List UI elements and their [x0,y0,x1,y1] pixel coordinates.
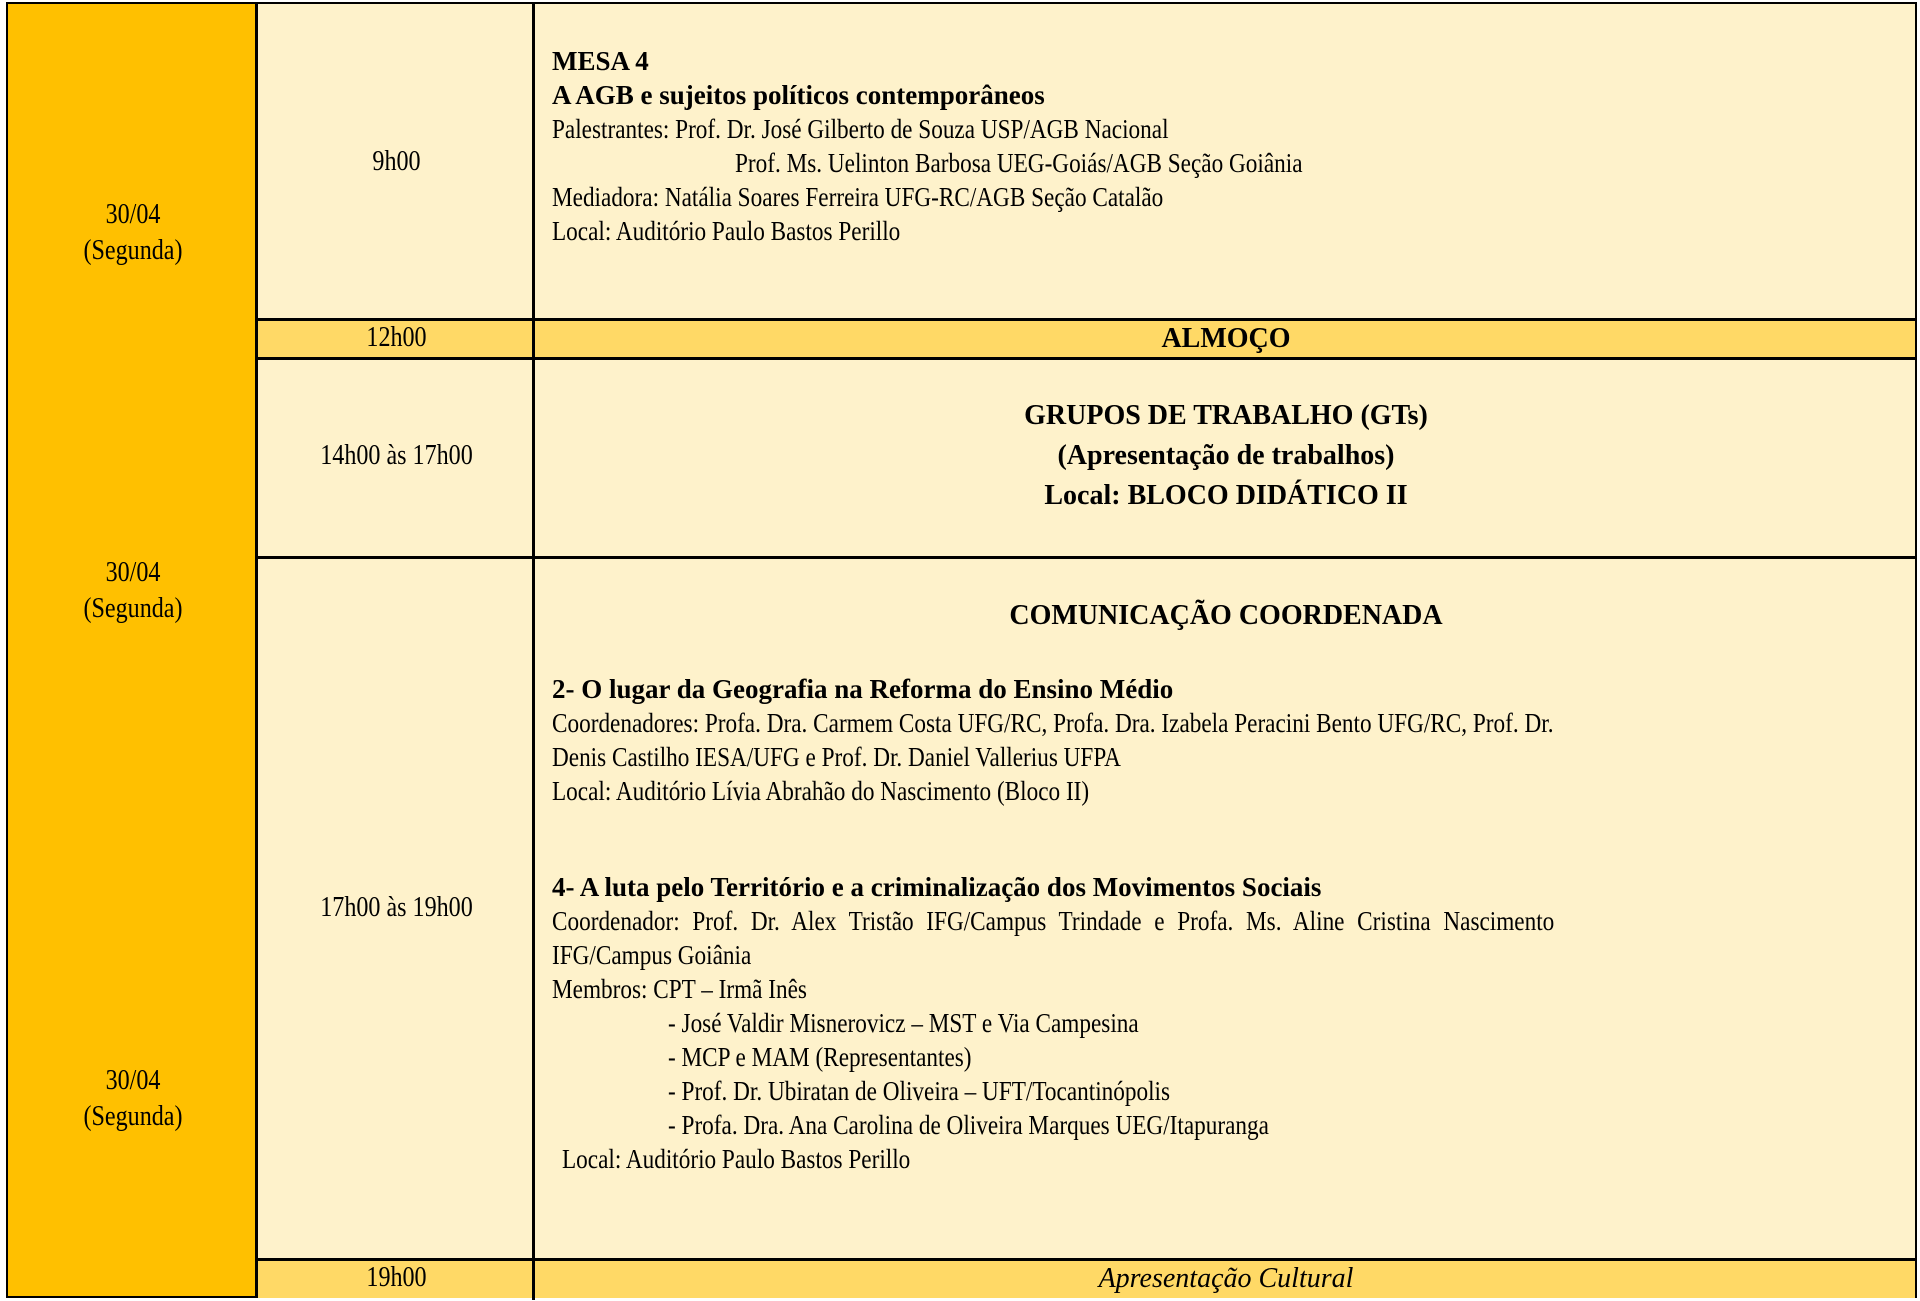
weekday-text: (Segunda) [83,235,183,266]
item4-member: - Prof. Dr. Ubiratan de Oliveira – UFT/Tocantinópolis [668,1076,1171,1106]
item4-member: - MCP e MAM (Representantes) [668,1042,972,1072]
time-gts: 14h00 às 17h00 [320,440,473,471]
date-column [8,4,258,1296]
item4-coordinator-1: Coordenador: Prof. Dr. Alex Tristão IFG/Campus Trindade e Profa. Ms. Aline Cristina Nascimento [552,906,1555,936]
cultural-label: Apresentação Cultural [1098,1263,1354,1294]
date-label-3 [26,1063,241,1135]
gts-line-2: (Apresentação de trabalhos) [1057,440,1395,471]
date-text: 30/04 [105,557,161,588]
date-text: 30/04 [105,1065,161,1096]
time-comunicacao: 17h00 às 19h00 [320,892,473,923]
lunch-label: ALMOÇO [1161,323,1291,354]
item2-title: 2- O lugar da Geografia na Reforma do Ensino Médio [552,674,1174,704]
gts-line-1: GRUPOS DE TRABALHO (GTs) [1024,400,1428,431]
mesa4-local: Local: Auditório Paulo Bastos Perillo [552,216,901,246]
time-lunch: 12h00 [366,322,427,353]
comunicacao-item-4 [552,870,1902,1176]
mesa4-subtitle: A AGB e sujeitos políticos contemporâneos [552,80,1045,110]
item4-member: - José Valdir Misnerovicz – MST e Via Campesina [668,1008,1139,1038]
time-mesa4: 9h00 [372,146,421,177]
weekday-text: (Segunda) [83,593,183,624]
mesa4-mediator: Mediadora: Natália Soares Ferreira UFG-RC/AGB Seção Catalão [552,182,1164,212]
mesa4-speakers-2: Prof. Ms. Uelinton Barbosa UEG-Goiás/AGB Seção Goiânia [735,148,1303,178]
mesa4-title: MESA 4 [552,46,649,76]
date-label-2 [26,555,241,627]
item2-coordinators-1: Coordenadores: Profa. Dra. Carmem Costa UFG/RC, Profa. Dra. Izabela Peracini Bento UFG/RC, Prof. Dr. [552,708,1554,738]
comunicacao-item-2 [552,672,1902,808]
date-text: 30/04 [105,199,161,230]
weekday-text: (Segunda) [83,1101,183,1132]
item2-coordinators-2: Denis Castilho IESA/UFG e Prof. Dr. Daniel Vallerius UFPA [552,742,1121,772]
comunicacao-heading: COMUNICAÇÃO COORDENADA [1009,600,1443,631]
row-divider [258,556,1915,559]
schedule-table [6,2,1917,1298]
column-divider [532,4,535,1300]
gts-content [535,396,1917,516]
item4-title: 4- A luta pelo Território e a criminalização dos Movimentos Sociais [552,872,1322,902]
item4-coordinator-2: IFG/Campus Goiânia [552,940,752,970]
item4-member: - Profa. Dra. Ana Carolina de Oliveira Marques UEG/Itapuranga [668,1110,1269,1140]
time-cultural: 19h00 [366,1262,427,1293]
item2-local: Local: Auditório Lívia Abrahão do Nascimento (Bloco II) [552,776,1090,806]
item4-local: Local: Auditório Paulo Bastos Perillo [562,1144,911,1174]
gts-line-3: Local: BLOCO DIDÁTICO II [1044,480,1408,511]
mesa4-content [552,44,1902,248]
date-label-1 [26,197,241,269]
item4-members-label: Membros: CPT – Irmã Inês [552,974,807,1004]
mesa4-speakers-1: Palestrantes: Prof. Dr. José Gilberto de Souza USP/AGB Nacional [552,114,1169,144]
